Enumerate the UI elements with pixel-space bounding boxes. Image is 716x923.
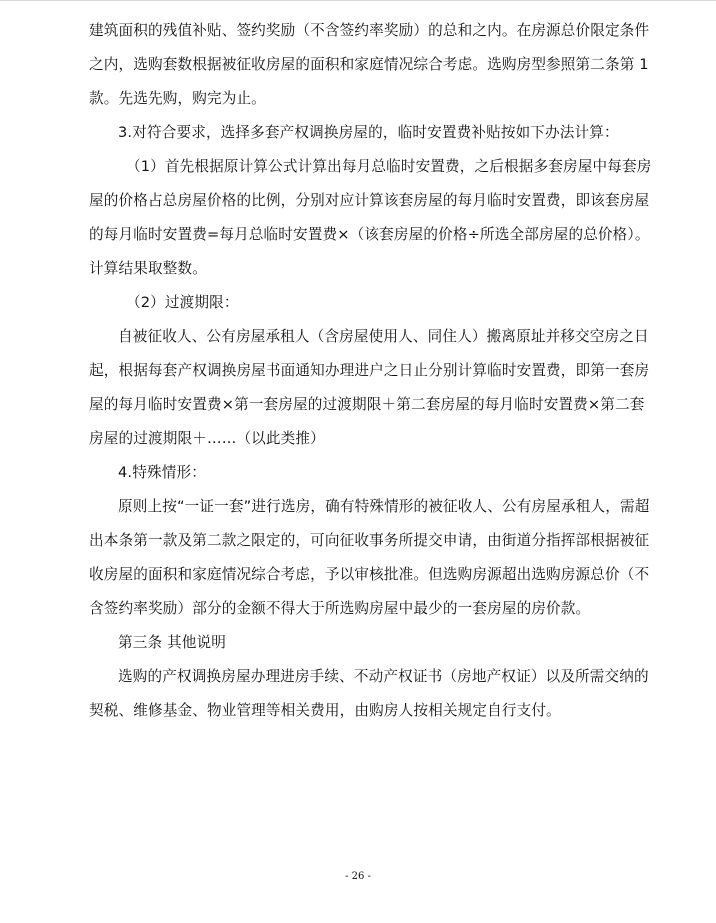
- paragraph-special-cases: 原则上按“一证一套”进行选房，确有特殊情形的被征收人、公有房屋承租人，需超出本条第一款及第二款之限定的，可向征收事务所提交申请，由街道分指挥部根据被征收房屋的面积和家庭情况综合考虑，予以审核批准。但选购房源超出选购房源总价（不含签约率奖励）部分的金额不得大于所选购房屋中最少的一套房屋的房价款。: [89, 498, 650, 617]
- paragraph-item-3-heading: 3.对符合要求，选择多套产权调换房屋的，临时安置费补贴按如下办法计算：: [118, 124, 619, 141]
- page-number: - 26 -: [345, 871, 371, 882]
- paragraph-subitem-2-heading: （2）过渡期限：: [126, 294, 239, 311]
- section-heading-article-3: 第三条 其他说明: [118, 634, 226, 651]
- page-top-border: [0, 0, 716, 1]
- document-body: [89, 14, 657, 728]
- paragraph-subitem-1: （1）首先根据原计算公式计算出每月总临时安置费，之后根据多套房屋中每套房屋的价格占总房屋价格的比例，分别对应计算该套房屋的每月临时安置费，即该套房屋的每月临时安置费=每月总临时安置费×（该套房屋的价格÷所选全部房屋的总价格）。计算结果取整数。: [89, 158, 652, 277]
- paragraph-continuation: 建筑面积的残值补贴、签约奖励（不含签约率奖励）的总和之内。在房源总价限定条件之内，选购套数根据被征收房屋的面积和家庭情况综合考虑。选购房型参照第二条第 1 款。先选先购，购完为止。: [89, 22, 650, 107]
- paragraph-item-4-heading: 4.特殊情形：: [118, 464, 206, 481]
- paragraph-transition-period: 自被征收人、公有房屋承租人（含房屋使用人、同住人）搬离原址并移交空房之日起，根据每套产权调换房屋书面通知办理进户之日止分别计算临时安置费，即第一套房屋的每月临时安置费×第一套房屋的过渡期限＋第二套房屋的每月临时安置费×第二套房屋的过渡期限＋……（以此类推）: [89, 328, 650, 447]
- paragraph-other-notes: 选购的产权调换房屋办理进房手续、不动产权证书（房地产权证）以及所需交纳的契税、维修基金、物业管理等相关费用，由购房人按相关规定自行支付。: [89, 668, 649, 719]
